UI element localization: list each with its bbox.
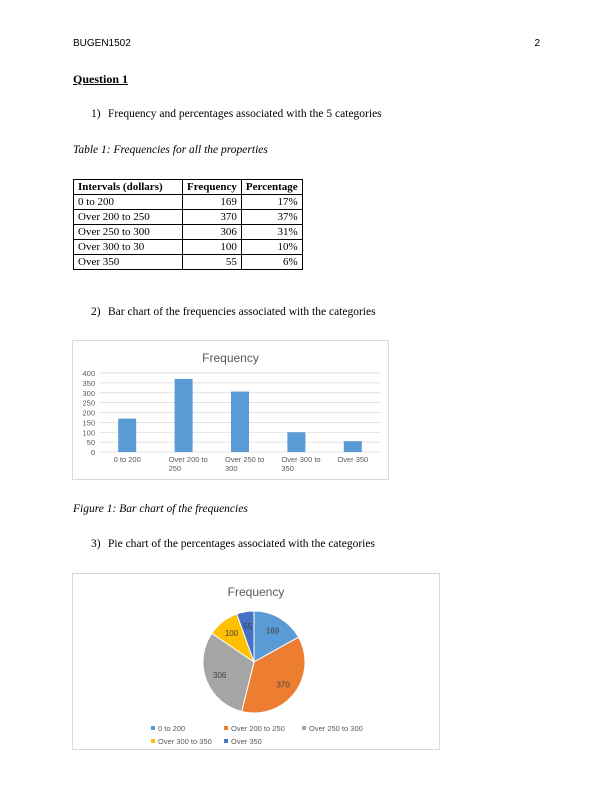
y-tick-label: 50 [86,438,95,448]
header-page-number: 2 [534,38,540,49]
header-percentage: Percentage [241,180,302,195]
table-row [74,210,303,225]
x-tick-label: 0 to 200 [113,455,141,464]
cell-interval: Over 250 to 300 [74,225,183,240]
cell-percentage: 6% [241,255,302,270]
cell-interval: Over 300 to 30 [74,240,183,255]
bar [287,432,305,452]
item-1-number: 1) [91,108,101,120]
legend-swatch [224,726,228,730]
header-frequency: Frequency [183,180,242,195]
table-row [74,225,303,240]
pie-data-label: 100 [224,628,239,638]
y-tick-label: 400 [82,369,95,378]
table-row [74,195,303,210]
pie-chart-container [72,573,440,750]
item-2-number: 2) [91,306,101,318]
table-row [74,240,303,255]
cell-interval: Over 200 to 250 [74,210,183,225]
legend-swatch [224,739,228,743]
cell-percentage: 31% [241,225,302,240]
bar [344,441,362,452]
cell-frequency: 55 [183,255,242,270]
pie-chart [73,574,439,749]
frequency-table [73,179,303,270]
header-intervals: Intervals (dollars) [74,180,183,195]
y-tick-label: 150 [82,418,95,428]
question-title: Question 1 [73,72,129,86]
pie-data-label: 370 [276,680,290,690]
table-header-row [74,180,303,195]
legend-swatch [151,739,155,743]
x-tick-label: Over 300 to 350 [281,455,321,473]
cell-percentage: 37% [241,210,302,225]
item-2-text: Bar chart of the frequencies associated with the categories [108,306,376,318]
legend-label: Over 250 to 300 [309,724,363,733]
y-tick-label: 0 [90,448,95,457]
cell-frequency: 169 [183,195,242,210]
legend-swatch [151,726,155,730]
y-tick-label: 100 [82,428,95,438]
x-tick-label: Over 350 [337,455,369,464]
pie-data-label: 306 [213,671,227,681]
item-3 [91,538,375,550]
legend-label: Over 300 to 350 [158,737,212,746]
y-tick-label: 250 [82,398,95,408]
figure-caption: Figure 1: Bar chart of the frequencies [73,503,248,515]
y-tick-label: 350 [82,378,95,388]
item-1-text: Frequency and percentages associated with the 5 categories [108,108,382,120]
item-3-number: 3) [91,538,101,550]
bar [118,419,136,452]
cell-interval: 0 to 200 [74,195,183,210]
y-tick-label: 200 [82,408,95,418]
header-course-code: BUGEN1502 [73,38,131,49]
table-caption: Table 1: Frequencies for all the properties [73,144,268,156]
x-tick-label: Over 200 to 250 [168,455,208,473]
bar-chart [73,341,388,479]
bar-chart-container [72,340,389,480]
item-3-text: Pie chart of the percentages associated with the categories [108,538,375,550]
cell-interval: Over 350 [74,255,183,270]
bar [231,392,249,452]
cell-frequency: 306 [183,225,242,240]
pie-data-label: 55 [243,621,253,631]
x-tick-label: Over 250 to 300 [225,455,265,473]
legend-label: Over 350 [231,737,262,746]
legend-label: Over 200 to 250 [231,724,285,733]
legend-label: 0 to 200 [158,724,186,733]
item-2 [91,306,376,318]
cell-percentage: 10% [241,240,302,255]
cell-frequency: 100 [183,240,242,255]
pie-chart-title: Frequency [227,585,285,599]
cell-frequency: 370 [183,210,242,225]
pie-data-label: 169 [265,626,280,636]
bar [175,379,193,452]
table-row [74,255,303,270]
legend-swatch [302,726,306,730]
bar-chart-title: Frequency [202,351,259,365]
item-1 [91,108,382,120]
cell-percentage: 17% [241,195,302,210]
y-tick-label: 300 [82,388,95,398]
